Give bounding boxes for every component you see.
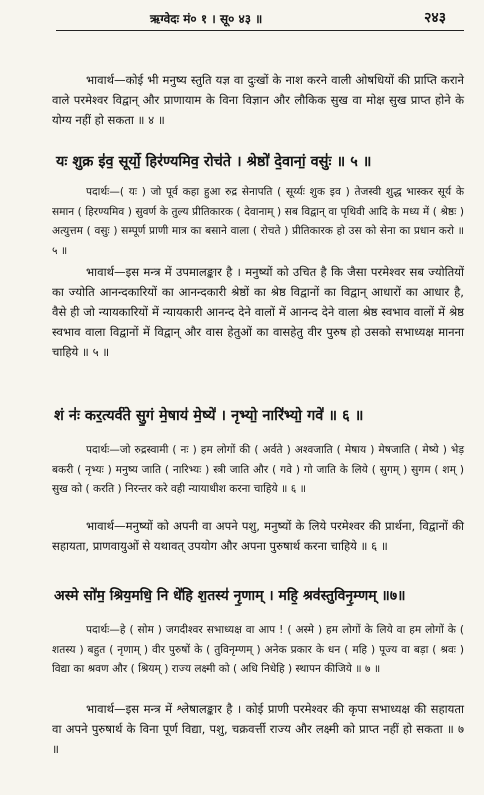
mantra-verse: शं नः॑ कर॒त्यर्व॑ते सु॒गं मे॒षाय॑ मे॒ष्ये॑ । नृभ्यो॒ नारि॑भ्यो॒ गवे॑ ॥ ६ ॥ (54, 408, 364, 424)
page-number: २४३ (424, 10, 446, 26)
padarth-paragraph: पदार्थः—( यः ) जो पूर्व कहा हुआ रुद्र सेनापति ( सूर्य्यः शुक इव ) तेजस्वी शुद्ध भास्कर सूर्य के समान ( हिरण्यमिव ) सुवर्ण के तुल्य प्रीतिकारक ( देवानाम् ) सब विद्वान् वा पृथिवी आदि के मध्य में ( श्रेष्ठः ) अत्युत्तम ( वसुः ) सम्पूर्ण प्राणी मात्र का बसाने वाला ( रोचते ) प्रीतिकारक हो उस को सेना का प्रधान करो ॥ ५ ॥ (52, 186, 464, 257)
padarth-paragraph: पदार्थः—जो रुद्रस्वामी ( नः ) हम लोगों की ( अर्वते ) अश्वजाति ( मेषाय ) मेषजाति ( मेष्ये ) भेड़ बकरी ( नृभ्यः ) मनुष्य जाति ( नारिभ्यः ) स्त्री जाति और ( गवे ) गो जाति के लिये ( सुगम् ) सुगम ( शम् ) सुख को ( करति ) निरन्तर करे वही न्यायाधीश करना चाहिये ॥ ६ ॥ (52, 444, 464, 495)
bhavarth-paragraph: भावार्थ—इस मन्त्र में उपमालङ्कार है । मनुष्यों को उचित है कि जैसा परमेश्वर सब ज्योतियों का ज्योति आनन्दकारियों का आनन्दकारी श्रेष्ठों का श्रेष्ठ विद्वानों का विद्वान् आधारों का आधार है, वैसे ही जो न्यायकारियों में न्यायकारी आनन्द देने वालों में आनन्द देने वाला श्रेष्ठ स्वभाव वालों में श्रेष्ठ स्वभाव वाला विद्वानों में विद्वान् और वास हेतुओं का वासहेतु वीर पुरुष हो उसको सभाध्यक्ष मानना चाहिये ॥ ५ ॥ (52, 265, 464, 359)
header-rule (56, 30, 464, 31)
bhavarth-paragraph: भावार्थ—इस मन्त्र में श्लेषालङ्कार है । कोई प्राणी परमेश्वर की कृपा सभाध्यक्ष की सहायता वा अपने पुरुषार्थ के विना पूर्ण विद्या, पशु, चक्रवर्त्ती राज्य और लक्ष्मी को प्राप्त नहीं हो सकता ॥ ७ ॥ (52, 702, 464, 756)
bhavarth-paragraph: भावार्थ—मनुष्यों को अपनी वा अपने पशु, मनुष्यों के लिये परमेश्वर की प्रार्थना, विद्वानों की सहायता, प्राणवायुओं से यथावत् उपयोग और अपना पुरुषार्थ करना चाहिये ॥ ६ ॥ (52, 519, 464, 553)
padarth-paragraph: पदार्थः—हे ( सोम ) जगदीश्वर सभाध्यक्ष वा आप ! ( अस्मे ) हम लोगों के लिये वा हम लोगों के ( शतस्य ) बहुत ( नृणाम् ) वीर पुरुषों के ( तुविनृम्णम् ) अनेक प्रकार के धन ( महि ) पूज्य वा बड़ा ( श्रवः ) विद्या का श्रवण और ( श्रियम् ) राज्य लक्ष्मी को ( अधि निधेहि ) स्थापन कीजिये ॥ ७ ॥ (52, 624, 464, 675)
bhavarth-paragraph: भावार्थ—कोई भी मनुष्य स्तुति यज्ञ वा दुःखों के नाश करने वाली ओषधियों की प्राप्ति कराने वाले परमेश्वर विद्वान् और प्राणायाम के विना विज्ञान और लौकिक सुख वा मोक्ष सुख प्राप्त होने के योग्य नहीं हो सकता ॥ ४ ॥ (52, 73, 464, 127)
mantra-verse: यः शुक्र इ॑व॒ सूर्यो॒ हिर॑ण्यमिव॒ रोच॑ते । श्रेष्ठो॑ दे॒वानां॒ वसुः॑ ॥ ५ ॥ (56, 154, 372, 170)
running-title: ऋग्वेदः मं० १ । सू० ४३ ॥ (150, 12, 263, 26)
page-header (0, 6, 484, 30)
mantra-verse: अस्मे सो॑म॒ श्रिय॒मधि॒ नि धे॑हि श॒तस्य॑ नृ॒णाम् । महि॒ श्रव॑स्तुविनृ॒म्णम् ॥७॥ (54, 588, 406, 604)
